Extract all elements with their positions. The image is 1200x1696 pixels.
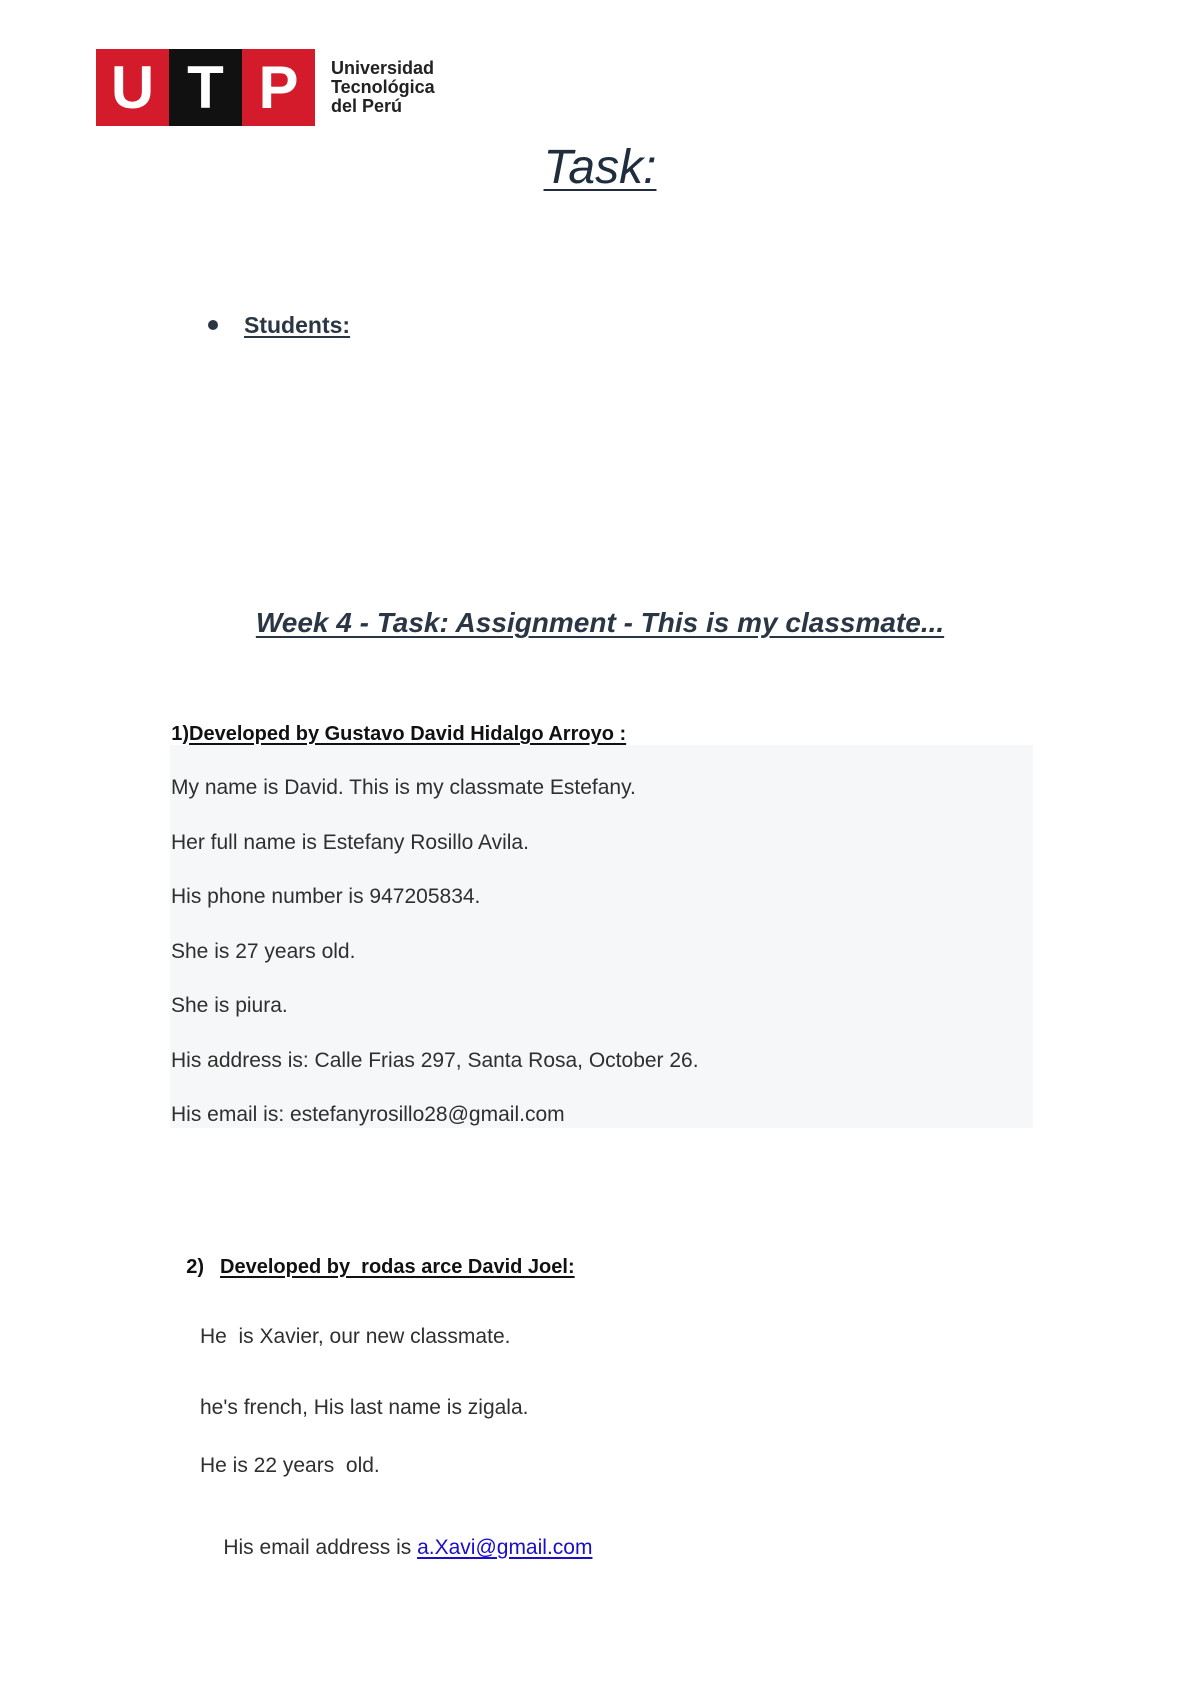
section-2-email-line xyxy=(200,1512,592,1584)
section-1-number: 1) xyxy=(171,723,190,745)
logo-letter-u: U xyxy=(96,49,169,126)
page-title xyxy=(0,140,1200,195)
section-2-number: 2) xyxy=(186,1256,205,1278)
logo-letter-p: P xyxy=(242,49,315,126)
section-1-line: My name is David. This is my classmate Estefany. xyxy=(171,776,636,799)
section-2-heading xyxy=(164,1233,575,1302)
logo-letter-t: T xyxy=(169,49,242,126)
page-title-text: Task: xyxy=(543,141,657,194)
logo-name-line: del Perú xyxy=(331,96,403,116)
section-1-line: She is 27 years old. xyxy=(171,940,356,963)
section-1-line: Her full name is Estefany Rosillo Avila. xyxy=(171,831,529,854)
section-1-line: She is piura. xyxy=(171,994,288,1017)
section-1-line: His phone number is 947205834. xyxy=(171,885,481,908)
email-prefix: His email address is xyxy=(223,1536,418,1559)
students-label: Students: xyxy=(244,312,351,338)
logo-name-line: Tecnológica xyxy=(331,77,435,97)
logo-university-name xyxy=(331,49,435,126)
section-2-line: He is Xavier, our new classmate. xyxy=(200,1325,511,1348)
utp-logo xyxy=(96,49,435,126)
section-2-line: he's french, His last name is zigala. xyxy=(200,1396,529,1419)
section-1-line: His address is: Calle Frias 297, Santa Rosa, October 26. xyxy=(171,1049,699,1072)
email-link[interactable]: a.Xavi@gmail.com xyxy=(417,1536,593,1559)
section-1-line: His email is: estefanyrosillo28@gmail.com xyxy=(171,1103,565,1126)
section-1-title: Developed by Gustavo David Hidalgo Arroyo : xyxy=(189,723,627,745)
section-2-line: He is 22 years old. xyxy=(200,1454,380,1477)
bullet-icon xyxy=(208,320,218,330)
logo-name-line: Universidad xyxy=(331,58,435,78)
students-list-item xyxy=(208,312,350,339)
assignment-heading: Week 4 - Task: Assignment - This is my classmate... xyxy=(255,607,945,638)
section-2-title: Developed by rodas arce David Joel: xyxy=(220,1256,575,1278)
